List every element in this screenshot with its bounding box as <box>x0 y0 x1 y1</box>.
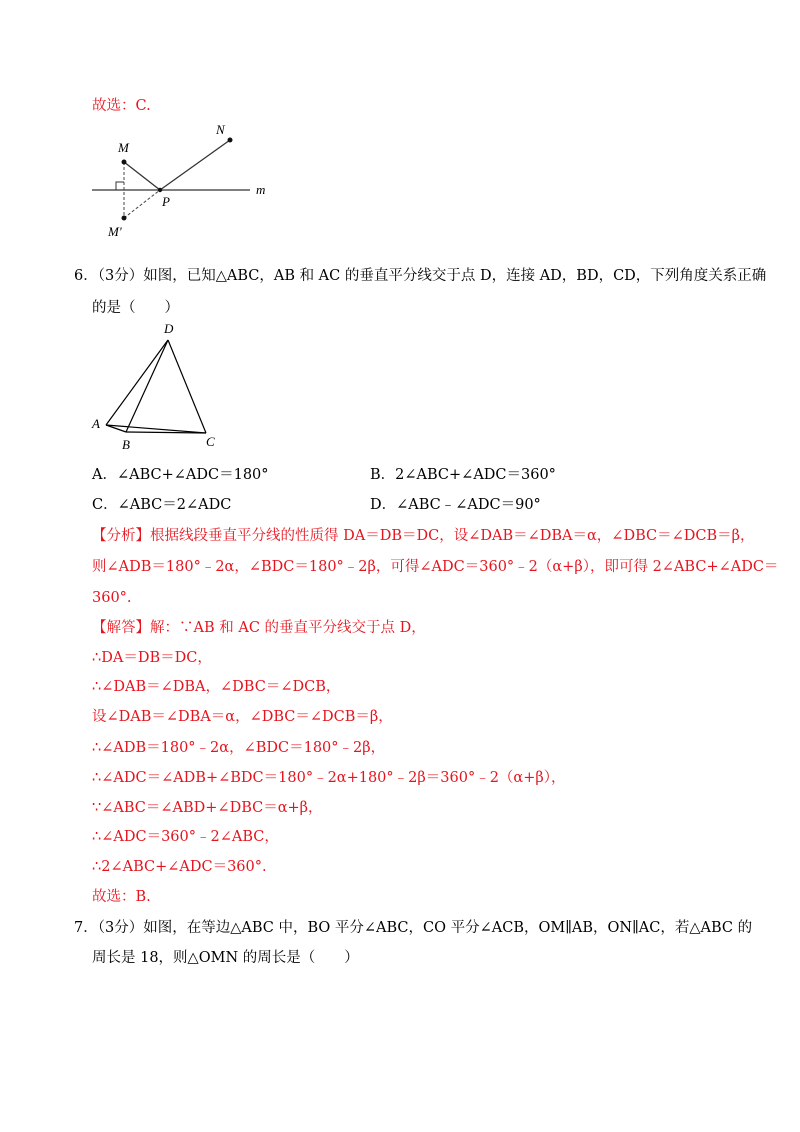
q6-option-b: B．2∠ABC+∠ADC＝360° <box>370 467 556 483</box>
label-b: B <box>122 437 130 452</box>
label-m: M <box>118 140 129 155</box>
q6-stem-line2: 的是（ ） <box>92 300 179 316</box>
point-m-prime <box>122 216 127 221</box>
q6-analysis-line1: 【分析】根据线段垂直平分线的性质得 DA＝DB＝DC，设∠DAB＝∠DBA＝α，∠DBC＝∠DCB＝β， <box>92 528 755 544</box>
segment-mp <box>124 162 160 190</box>
q6-solution-line7: ∵∠ABC＝∠ABD+∠DBC＝α+β， <box>92 800 323 816</box>
q6-solution-line2: ∴DA＝DB＝DC， <box>92 650 212 666</box>
right-angle-mark <box>116 182 124 190</box>
figure-reflection <box>80 120 280 245</box>
label-a: A <box>92 416 100 431</box>
label-n: N <box>216 122 225 137</box>
q6-analysis-line3: 360°. <box>92 590 132 606</box>
q6-option-d: D．∠ABC﹣∠ADC＝90° <box>370 497 541 513</box>
label-d: D <box>164 321 174 336</box>
previous-answer: 故选：C. <box>92 98 151 114</box>
segment-mprime-p-dashed <box>124 190 160 218</box>
q6-analysis-line2: 则∠ADB＝180°﹣2α，∠BDC＝180°﹣2β，可得∠ADC＝360°﹣2（α+β），即可得 2∠ABC+∠ADC＝ <box>92 559 779 575</box>
segment-db <box>126 340 168 432</box>
q7-stem-line1: 7．（3分）如图，在等边△ABC 中，BO 平分∠ABC，CO 平分∠ACB，OM∥AB，ON∥AC，若△ABC 的 <box>74 920 753 936</box>
q6-option-a: A．∠ABC+∠ADC＝180° <box>92 467 269 483</box>
q6-solution-line8: ∴∠ADC＝360°﹣2∠ABC， <box>92 829 279 845</box>
label-p: P <box>162 194 170 209</box>
segment-pn <box>160 140 230 190</box>
label-line-m: m <box>256 182 266 197</box>
q6-solution-line6: ∴∠ADC＝∠ADB+∠BDC＝180°﹣2α+180°﹣2β＝360°﹣2（α+β）， <box>92 770 566 786</box>
q7-stem-line2: 周长是 18，则△OMN 的周长是（ ） <box>92 950 359 966</box>
q6-solution-line4: 设∠DAB＝∠DBA＝α，∠DBC＝∠DCB＝β， <box>92 709 393 725</box>
segment-dc <box>168 340 206 433</box>
point-m <box>122 160 127 165</box>
q6-option-c: C．∠ABC＝2∠ADC <box>92 497 232 513</box>
q6-stem-line1: 6．（3分）如图，已知△ABC，AB 和 AC 的垂直平分线交于点 D，连接 AD，BD，CD，下列角度关系正确 <box>74 268 767 284</box>
figure-triangle-abc-d <box>88 318 228 453</box>
point-p <box>158 188 162 192</box>
q6-solution-line5: ∴∠ADB＝180°﹣2α，∠BDC＝180°﹣2β， <box>92 740 386 756</box>
label-c: C <box>206 434 215 449</box>
q6-solution-line3: ∴∠DAB＝∠DBA，∠DBC＝∠DCB， <box>92 679 341 695</box>
q6-answer: 故选：B. <box>92 889 151 905</box>
point-n <box>228 138 233 143</box>
segment-da <box>106 340 168 425</box>
q6-solution-line9: ∴2∠ABC+∠ADC＝360°. <box>92 859 267 875</box>
q6-solution-line1: 【解答】解：∵AB 和 AC 的垂直平分线交于点 D， <box>92 620 426 636</box>
label-m-prime: M' <box>108 224 122 239</box>
